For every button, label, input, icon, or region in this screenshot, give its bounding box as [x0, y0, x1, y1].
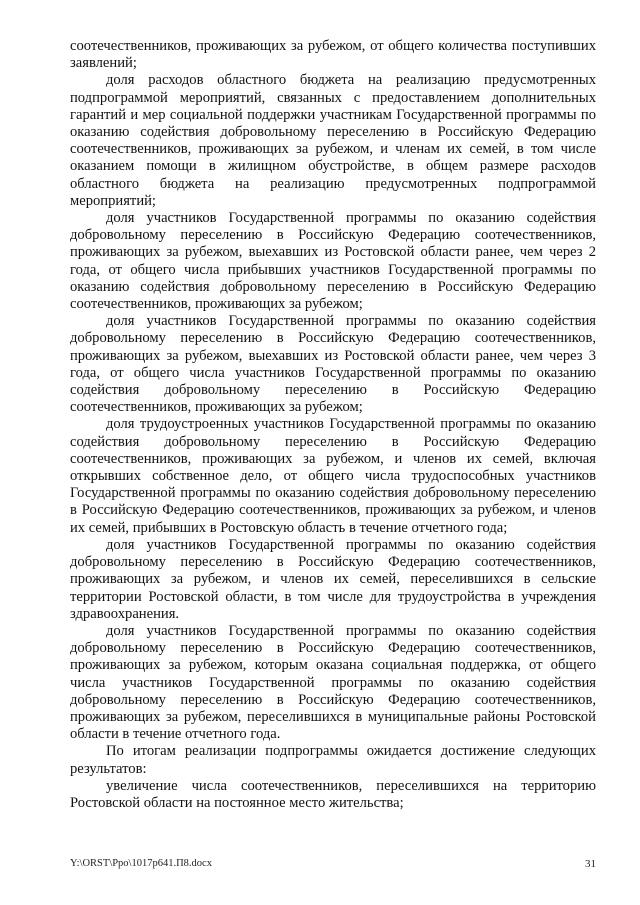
footer-file-path: Y:\ORST\Ppo\1017p641.П8.docx [70, 858, 212, 869]
page-number: 31 [585, 858, 596, 870]
page-footer [70, 857, 596, 871]
paragraph-expected-results: По итогам реализации подпрограммы ожидается достижение следующих результатов: [70, 743, 596, 777]
paragraph-rural-settlers: доля участников Государственной программы по оказанию содействия добровольному переселению в Российскую Федерацию соотечественников, проживающих за рубежом, и членов их семей, переселившихся в сельские территории Ростовской области, в том числе для трудоустройства в учреждения здравоохранения. [70, 536, 596, 622]
paragraph-continuation: соотечественников, проживающих за рубежом, от общего количества поступивших заявлений; [70, 38, 596, 72]
paragraph-budget-share: доля расходов областного бюджета на реализацию предусмотренных подпрограммой мероприятий, связанных с предоставлением дополнительных гарантий и мер социальной поддержки участникам Государственной программы по оказанию содействия добровольному переселению в Российскую Федерацию соотечественников, проживающих за рубежом, и членам их семей, в том числе оказанием помощи в жилищном обустройстве, в общем размере расходов областного бюджета на реализацию предусмотренных подпрограммой мероприятий; [70, 72, 596, 209]
paragraph-employed-share: доля трудоустроенных участников Государственной программы по оказанию содействия добровольному переселению в Российскую Федерацию соотечественников, проживающих за рубежом, и членов их семей, включая открывших собственное дело, от общего числа трудоспособных участников Государственной программы по оказанию содействия добровольному переселению в Российскую Федерацию соотечественников, проживающих за рубежом, и членов их семей, прибывших в Ростовскую область в течение отчетного года; [70, 416, 596, 536]
paragraph-increase-settlers: увеличение числа соотечественников, переселившихся на территорию Ростовской области на постоянное место жительства; [70, 777, 596, 811]
document-body [70, 38, 596, 812]
paragraph-social-support: доля участников Государственной программы по оказанию содействия добровольному переселению в Российскую Федерацию соотечественников, проживающих за рубежом, которым оказана социальная поддержка, от общего числа участников Государственной программы по оказанию содействия добровольному переселению в Российскую Федерацию соотечественников, проживающих за рубежом, переселившихся в муниципальные районы Ростовской области в течение отчетного года. [70, 622, 596, 743]
paragraph-left-within-2-years: доля участников Государственной программы по оказанию содействия добровольному переселению в Российскую Федерацию соотечественников, проживающих за рубежом, выехавших из Ростовской области ранее, чем через 2 года, от общего числа прибывших участников Государственной программы по оказанию содействия добровольному переселению в Российскую Федерацию соотечественников, проживающих за рубежом; [70, 210, 596, 313]
paragraph-left-within-3-years: доля участников Государственной программы по оказанию содействия добровольному переселению в Российскую Федерацию соотечественников, проживающих за рубежом, выехавших из Ростовской области ранее, чем через 3 года, от общего числа участников Государственной программы по оказанию содействия добровольному переселению в Российскую Федерацию соотечественников, проживающих за рубежом; [70, 313, 596, 416]
